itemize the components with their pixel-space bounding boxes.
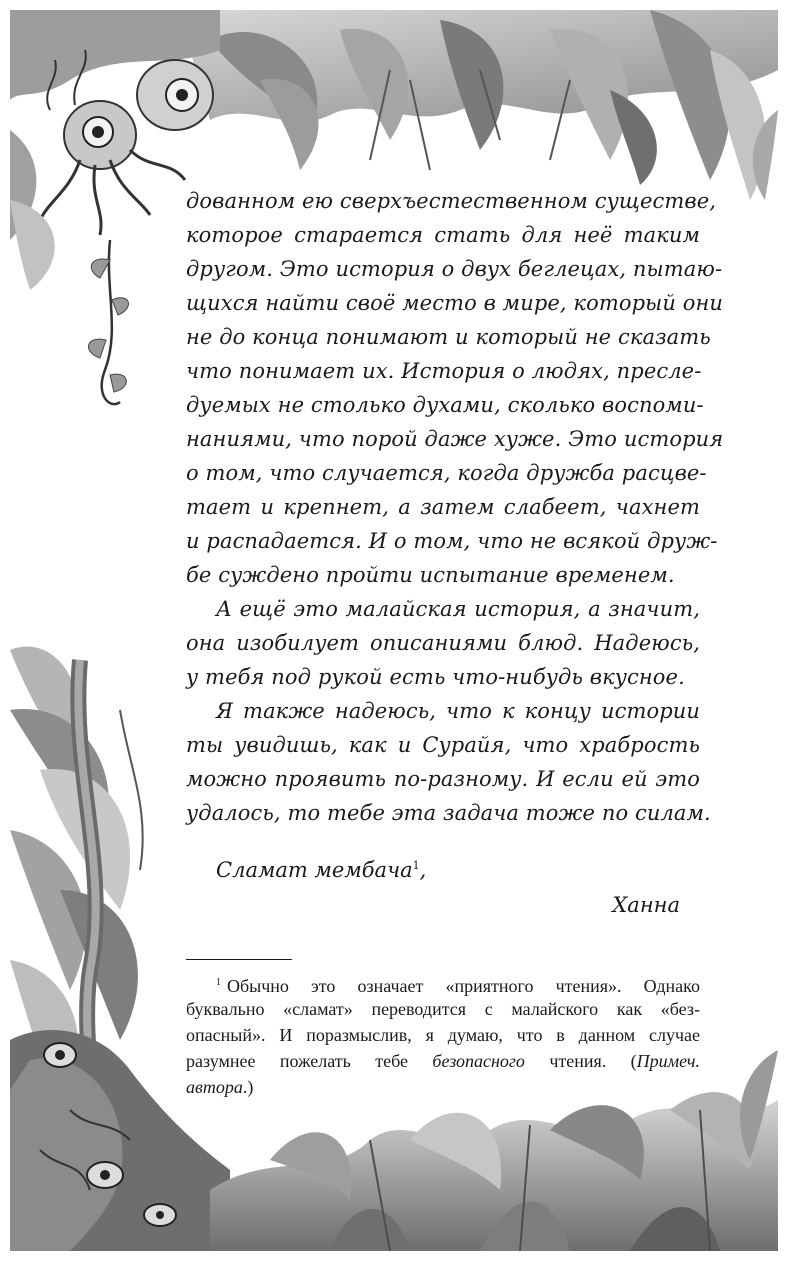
- body-line: что понимает их. История о людях, пресле-: [186, 359, 702, 383]
- body-line: и распадается. И о том, что не всякой друж-: [186, 529, 718, 553]
- body-line: которое старается стать для неё таким: [186, 223, 700, 247]
- body-line: о том, что случается, когда дружба расцве-: [186, 461, 707, 485]
- right-foliage: [740, 110, 778, 1160]
- body-line: она изобилует описаниями блюд. Надеюсь,: [186, 631, 700, 655]
- footnote-emphasis: безопасного: [432, 1051, 525, 1071]
- closing-comma: ,: [419, 858, 427, 882]
- hanging-vine: [10, 130, 128, 404]
- body-line: Я также надеюсь, что к концу истории: [216, 699, 700, 723]
- body-line: у тебя под рукой есть что-нибудь вкусное.: [186, 665, 685, 689]
- bottom-foliage: [210, 1092, 778, 1251]
- body-line: бе суждено пройти испытание временем.: [186, 563, 675, 587]
- footnote: [186, 970, 700, 1100]
- footnote-reference: 1: [412, 859, 420, 872]
- footnote-line: буквально «сламат» переводится с малайского как «без-: [186, 999, 700, 1019]
- footnote-text: разумнее пожелать тебе: [186, 1051, 433, 1071]
- body-text: [186, 184, 724, 830]
- body-line: удалось, то тебе эта задача тоже по силам.: [186, 801, 711, 825]
- body-line: ты увидишь, как и Сурайя, что храбрость: [186, 733, 700, 757]
- body-line: щихся найти своё место в мире, который они: [186, 291, 724, 315]
- body-line: дуемых не столько духами, сколько воспоми-: [186, 393, 704, 417]
- footnote-line: [186, 1048, 700, 1074]
- page: [10, 10, 778, 1251]
- body-line: не до конца понимают и который не сказать: [186, 325, 711, 349]
- author-signature: Ханна: [612, 893, 680, 917]
- body-line: можно проявить по-разному. И если ей это: [186, 767, 700, 791]
- closing-text: Сламат мембача: [216, 858, 413, 882]
- footnote-marker: 1: [216, 977, 221, 988]
- footnote-text: Обычно это означает «приятного чтения». Однако: [227, 976, 700, 996]
- body-line: наниями, что порой даже хуже. Это история: [186, 427, 724, 451]
- top-foliage: [10, 10, 778, 200]
- body-line: А ещё это малайская история, а значит,: [216, 597, 700, 621]
- closing-greeting: [216, 858, 426, 882]
- footnote-line: [186, 970, 700, 996]
- footnote-text: чтения. (: [524, 1051, 637, 1071]
- footnote-divider: [186, 959, 292, 960]
- footnote-line: опасный». И поразмыслив, я думаю, что в данном случае: [186, 1025, 700, 1045]
- body-line: дованном ею сверхъестественном существе,: [186, 189, 717, 213]
- footnote-line: [186, 1074, 700, 1100]
- footnote-text: .): [242, 1077, 254, 1097]
- body-line: тает и крепнет, а затем слабеет, чахнет: [186, 495, 700, 519]
- body-line: другом. Это история о двух беглецах, пытаю-: [186, 257, 723, 281]
- footnote-emphasis: автора: [186, 1077, 243, 1097]
- footnote-emphasis: Примеч.: [636, 1051, 700, 1071]
